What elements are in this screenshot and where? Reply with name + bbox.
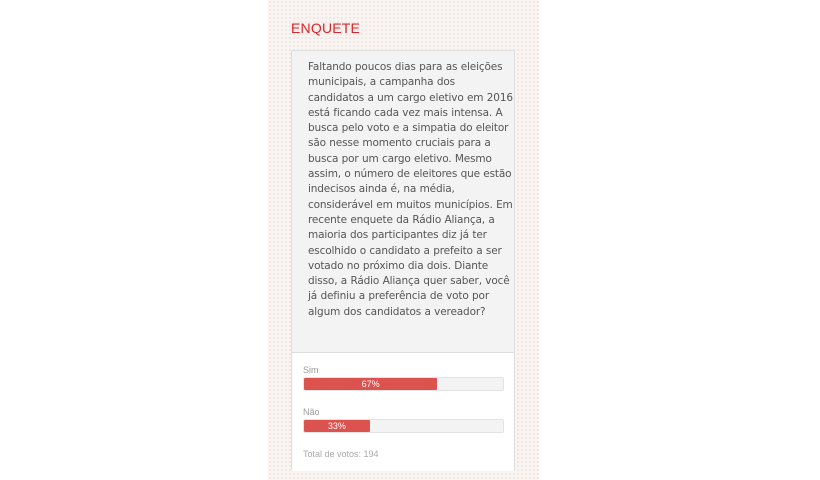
poll-widget <box>268 0 539 480</box>
result-bar-fill: 33% <box>304 420 370 432</box>
result-bar-track <box>303 377 504 391</box>
poll-option-nao <box>303 407 504 433</box>
widget-title: ENQUETE <box>291 20 361 36</box>
poll-card <box>291 50 515 471</box>
result-bar-track <box>303 419 504 433</box>
total-votes: Total de votos: 194 <box>303 449 379 459</box>
poll-option-sim <box>303 365 504 391</box>
poll-results <box>292 352 514 471</box>
poll-question: Faltando poucos dias para as eleições municipais, a campanha dos candidatos a um cargo eletivo em 2016 está ficando cada vez mais intensa. A busca pelo voto e a simpatia do eleitor são nesse momento cruciais para a busca por um cargo eletivo. Mesmo assim, o número de eleitores que estão indecisos ainda é, na média, considerável em muitos municípios. Em recente enquete da Rádio Aliança, a maioria dos participantes diz já ter escolhido o candidato a prefeito a ser votado no próximo dia dois. Diante disso, a Rádio Aliança quer saber, você já definiu a preferência de voto por algum dos candidatos a vereador? <box>308 61 513 318</box>
option-label: Não <box>303 407 320 417</box>
option-label: Sim <box>303 365 319 375</box>
result-bar-fill: 67% <box>304 378 437 390</box>
